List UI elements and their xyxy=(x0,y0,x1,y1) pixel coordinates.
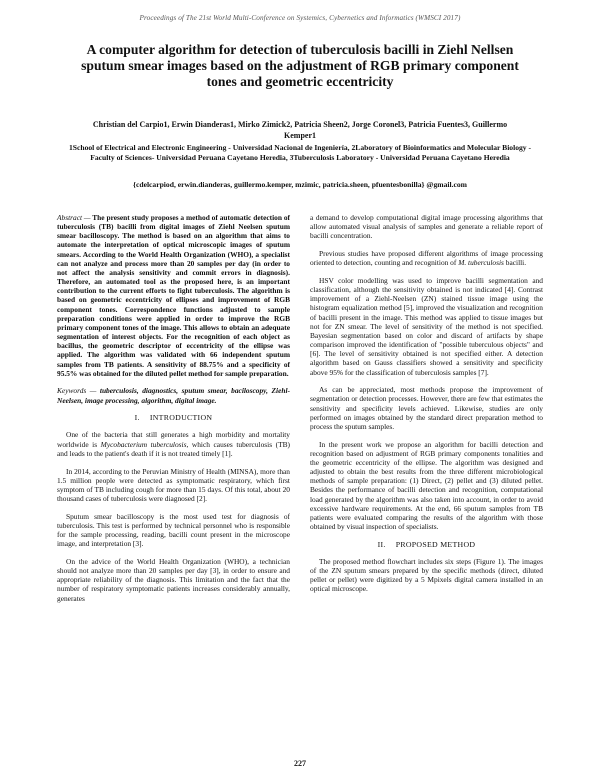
paragraph: HSV color modelling was used to improve bacilli segmentation and classification, although the sensitivity obtained is not indicated [4]. Contrast improvement of a Ziehl-Neelsen (ZN) stained tissue image using the histogram equalization method [5], improved the visualization and recognition of bacilli present in the image. This method was applied to tissue images but not for ZN smear. The level of sensitivity of the method is not specified. Bayesian segmentation based on color and discard of artifacts by shape comparison improved the identification of "possible tuberculous objects" and [6]. The level of sensitivity obtained is not specified either. A detection algorithm based on Gauss classifiers showed a sensitivity and specificity above 95% for the classification of tuberculosis samples [7]. xyxy=(310,275,543,377)
paragraph xyxy=(57,430,290,457)
paragraph: The proposed method flowchart includes six steps (Figure 1). The images of the ZN sputum smears prepared by the specific methods (direct, diluted pellet or pellet) were digitized by a 5 Mpixels digital camera installed in an optical microscope. xyxy=(310,556,543,594)
left-column xyxy=(57,213,290,611)
paragraph: On the advice of the World Health Organization (WHO), a technician should not analyze more than 20 samples per day [3], in order to ensure and appropriate reliability of the diagnosis. This limitation and the fact that the number of respiratory symptomatic patients increases considerably annually, generates xyxy=(57,556,290,603)
section-title: INTRODUCTION xyxy=(149,413,213,423)
section-number: I. xyxy=(134,413,140,423)
abstract-text: The present study proposes a method of automatic detection of tuberculosis (TB) bacilli from digital images of Ziehl Neelsen sputum smear bacilloscopy. The method is based on an algorithm that aims to automate the interpretation of optical microscopic images of sputum smears. According to the World Health Organization (WHO), a specialist can not analyze and process more than 20 samples per day (in order to not affect the analysis sensitivity and commit errors in diagnosis). Therefore, an automated tool as the proposed here, is an important contribution to the current efforts to fight tuberculosis. The algorithm is based on geometric eccentricity of ellipses and improvement of RGB component tones. Correspondence functions adjusted to sample preparation conditions were applied in order to improve the RGB primary component tones of the image. This allows to obtain an adequate segmentation of interest objects. For the recognition of each object as bacillus, the geometric descriptor of eccentricity of the ellipse was applied. The algorithm was validated with 66 independent sputum samples from TB patients. A sensitivity of 88.75% and a specificity of 95.5% was obtained for the diluted pellet method for sample preparation. xyxy=(57,213,290,378)
keywords-text: tuberculosis, diagnostics, sputum smear, baciloscopy, Ziehl-Neelsen, image processing, algorithm, digital image. xyxy=(57,386,290,405)
section-title: PROPOSED METHOD xyxy=(395,539,476,549)
right-column xyxy=(310,213,543,602)
paragraph: a demand to develop computational digital image processing algorithms that allow automated visual analysis of samples and generate a reliable report of bacilli concentration. xyxy=(310,213,543,241)
running-head: Proceedings of The 21st World Multi-Conference on Systemics, Cybernetics and Informatics (WMSCI 2017) xyxy=(139,14,461,22)
paragraph xyxy=(310,249,543,267)
paragraph-text: One of the bacteria that still generates a high morbidity and mortality worldwide is xyxy=(57,430,290,449)
email-list: {cdelcarpiod, erwin.dianderas, guillermo.kemper, mzimic, patricia.sheen, pfuentesbonilla} @gmail.com xyxy=(132,180,467,189)
section-heading-introduction xyxy=(57,413,290,422)
abstract xyxy=(57,213,290,378)
species-name: Mycobacterium tuberculosis xyxy=(100,439,187,449)
paragraph-text: bacilli. xyxy=(503,258,527,268)
species-name: M. tuberculosis xyxy=(458,258,504,268)
keywords-label: Keywords — xyxy=(57,386,97,396)
paragraph: In 2014, according to the Peruvian Ministry of Health (MINSA), more than 1.5 million people were detected as symptomatic respiratory, which first symptom of TB including cough for more than 15 days. Of this total, about 20 thousand cases of tuberculosis were diagnosed [2]. xyxy=(57,466,290,503)
author-list: Christian del Carpio1, Erwin Dianderas1, Mirko Zimick2, Patricia Sheen2, Jorge Coronel3, Patricia Fuentes3, Guillermo Kemper1 xyxy=(92,120,508,140)
paragraph-text: , which causes tuberculosis (TB) and leads to the patient's death if it is not treated timely [1]. xyxy=(57,439,290,458)
paragraph: As can be appreciated, most methods propose the improvement of segmentation or detection processes. However, there are few that estimates the sensitivity and specificity levels achieved. Likewise, studies are only performed on images obtained by the standard direct preparation method to process the sputum samples. xyxy=(310,385,543,431)
paragraph-text: Previous studies have proposed different algorithms of image processing oriented to detection, counting and recognition of xyxy=(310,249,543,268)
keywords xyxy=(57,386,290,404)
paragraph: In the present work we propose an algorithm for bacilli detection and recognition based on adjustment of RGB primary components tonalities and the geometric eccentricity of the ellipse. The algorithm was designed and adjusted to obtain the best results from the three different microbiological methods of sample preparation: (1) Direct, (2) pellet and (3) diluted pellet. Besides the performance of bacilli detection and recognition, computational load generated by the algorithm was also taken into account, in order to avoid excessive hardware requirements. At the end, 66 sputum samples from TB patients were evaluated comparing the results of the algorithm with those obtained by visual inspection of specialists. xyxy=(310,439,543,532)
section-heading-proposed-method xyxy=(310,540,543,549)
paper-title: A computer algorithm for detection of tuberculosis bacilli in Ziehl Nellsen sputum smear images based on the adjustment of RGB primary component tones and geometric eccentricity xyxy=(81,42,519,89)
affiliations: 1School of Electrical and Electronic Engineering - Universidad Nacional de Ingeniería, 2Laboratory of Bioinformatics and Molecular Biology - Faculty of Sciences- Universidad Peruana Cayetano Heredia, 3Tuberculosis Laboratory - Universidad Peruana Cayetano Heredia xyxy=(68,143,532,163)
paragraph: Sputum smear bacilloscopy is the most used test for diagnosis of tuberculosis. This test is performed by technical personnel who is responsible for the sample processing, reading, bacilli count present in the microscope image, and interpretation [3]. xyxy=(57,511,290,549)
abstract-label: Abstract — xyxy=(57,213,91,222)
page-number: 227 xyxy=(294,759,306,768)
section-number: II. xyxy=(377,539,386,549)
